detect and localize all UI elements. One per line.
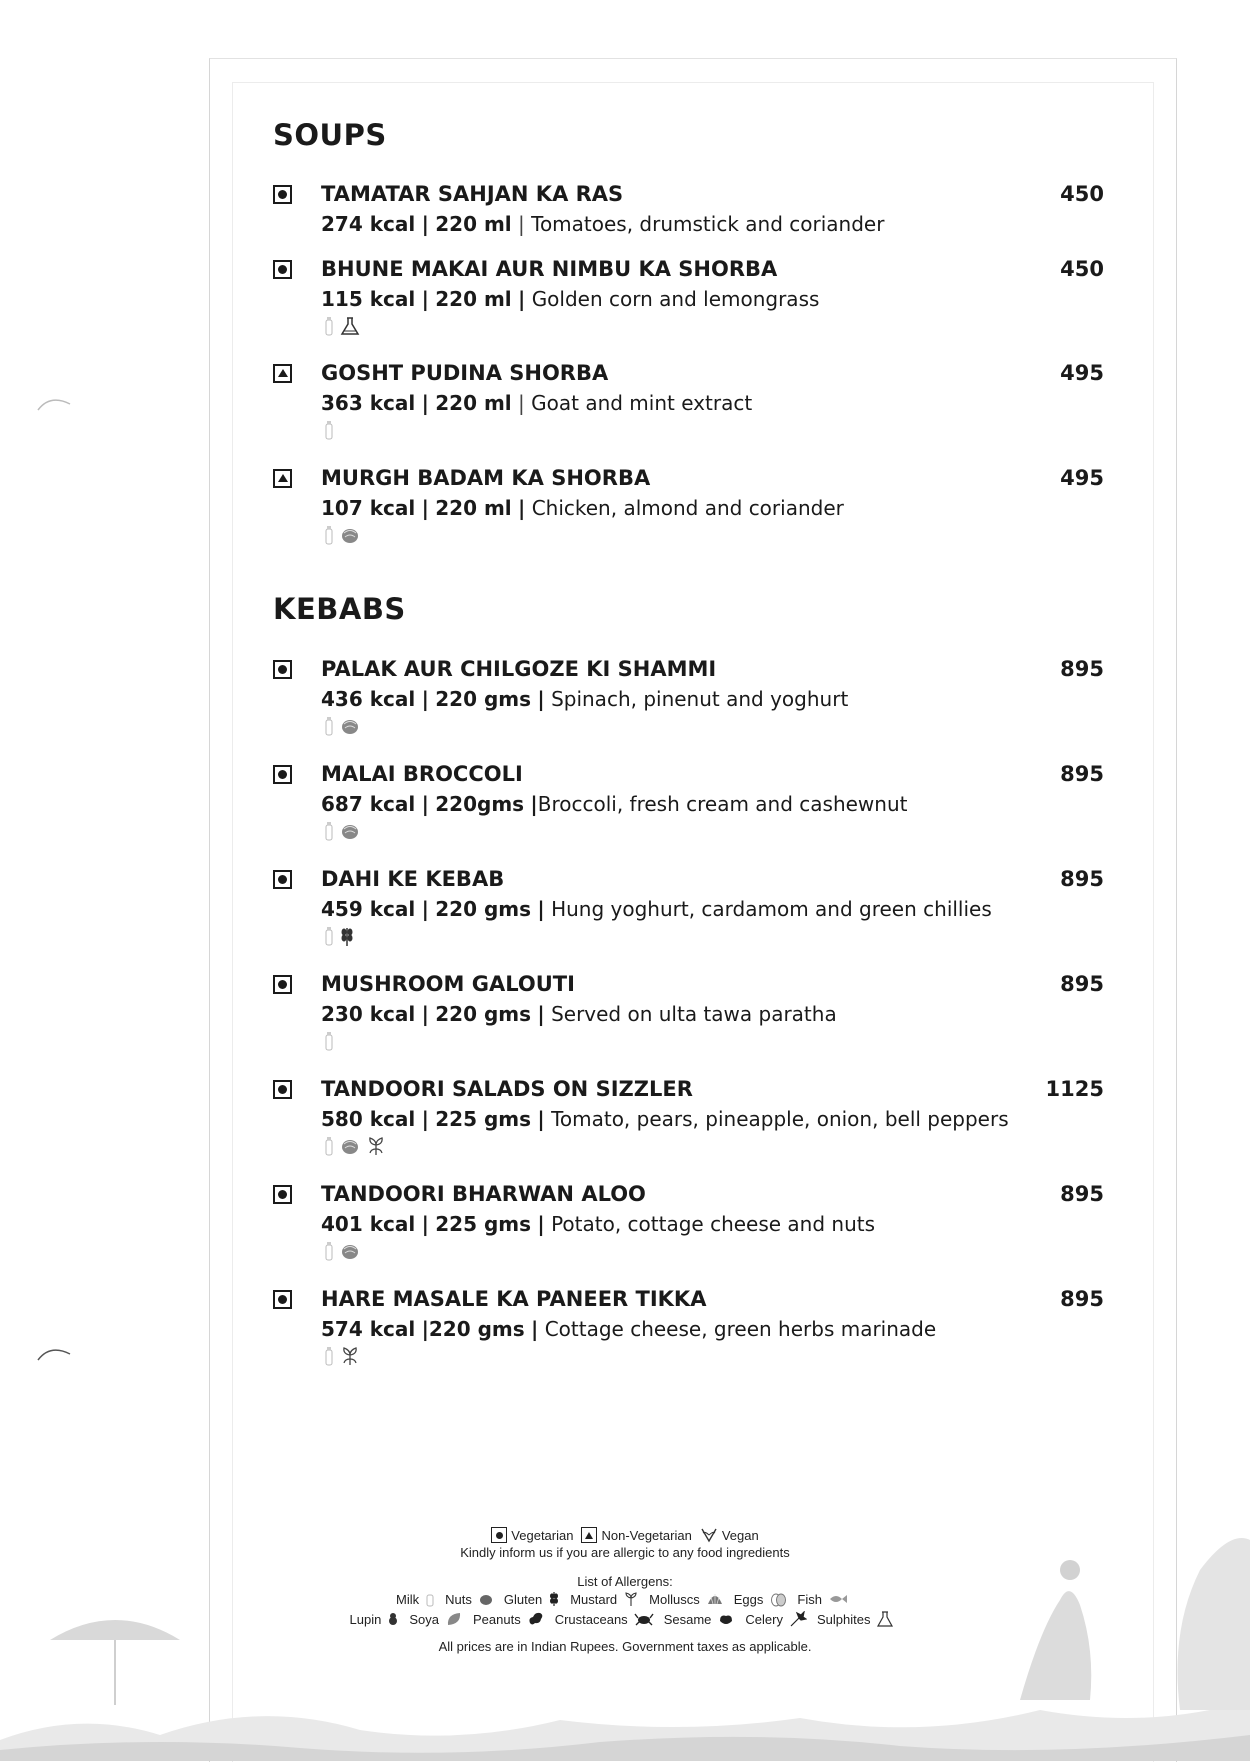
milk-icon [323,1030,335,1052]
sulphites-icon [339,315,361,337]
item-name: BHUNE MAKAI AUR NIMBU KA SHORBA [321,257,778,281]
veg-marker-icon [273,1080,292,1099]
item-quantity: 220 ml [435,212,512,236]
veg-marker-icon [273,660,292,679]
nuts-icon [339,715,361,737]
milk-icon [323,1135,335,1157]
decorative-bird-icon [36,1340,72,1364]
allergen-icons [323,524,361,546]
item-name: DAHI KE KEBAB [321,867,505,891]
sulphites-icon [876,1611,894,1627]
item-ingredients: Golden corn and lemongrass [531,287,820,311]
item-name: PALAK AUR CHILGOZE KI SHAMMI [321,657,717,681]
item-description: 401 kcal | 225 gms | Potato, cottage cheese and nuts [321,1212,876,1236]
allergen-icons [323,1030,335,1052]
mustard-icon [365,1135,387,1157]
item-ingredients: Tomatoes, drumstick and coriander [531,212,885,236]
milk-icon [323,524,335,546]
item-description: 363 kcal | 220 ml | Goat and mint extract [321,391,753,415]
item-quantity: 220 ml [435,496,512,520]
item-quantity: 220 ml [435,391,512,415]
item-quantity: 220 gms [428,1317,525,1341]
item-price: 1125 [1045,1077,1104,1101]
decorative-figures-illustration [1000,1510,1250,1710]
section-title-kebabs: KEBABS [273,592,406,626]
item-kcal: 687 kcal [321,792,416,816]
milk-icon [323,925,335,947]
allergen-label: Eggs [733,1591,764,1607]
item-price: 450 [1060,257,1104,281]
allergen-label: Crustaceans [554,1611,628,1627]
item-description: 687 kcal | 220gms |Broccoli, fresh cream and cashewnut [321,792,908,816]
allergen-label: Mustard [570,1591,618,1607]
allergen-icons [323,1135,387,1157]
veg-marker-icon [273,765,292,784]
item-quantity: 220 gms [435,897,532,921]
item-description: 274 kcal | 220 ml | Tomatoes, drumstick and coriander [321,212,885,236]
gluten-icon [548,1591,560,1607]
allergen-label: Sulphites [816,1611,871,1627]
milk-icon [323,1345,335,1367]
milk-icon [323,1240,335,1262]
item-price: 450 [1060,182,1104,206]
allergen-icons [323,419,335,441]
allergen-label: Celery [745,1611,783,1627]
allergen-icons [323,820,361,842]
soya-icon [445,1611,463,1627]
molluscs-icon [706,1591,724,1607]
item-kcal: 574 kcal [321,1317,416,1341]
non-veg-legend-icon [581,1527,597,1543]
vegan-legend-label: Vegan [721,1527,759,1543]
allergen-label: Fish [797,1591,822,1607]
item-quantity: 220gms [435,792,525,816]
peanuts-icon [527,1611,545,1627]
allergen-icons [323,315,361,337]
item-price: 895 [1060,762,1104,786]
item-name: TAMATAR SAHJAN KA RAS [321,182,624,206]
item-kcal: 459 kcal [321,897,416,921]
item-description: 436 kcal | 220 gms | Spinach, pinenut and yoghurt [321,687,849,711]
item-kcal: 107 kcal [321,496,416,520]
item-ingredients: Spinach, pinenut and yoghurt [551,687,849,711]
lupin-icon [387,1611,399,1627]
item-quantity: 220 ml [435,287,512,311]
item-description: 580 kcal | 225 gms | Tomato, pears, pineapple, onion, bell peppers [321,1107,1009,1131]
nuts-icon [339,1240,361,1262]
mustard-icon [339,1345,361,1367]
nuts-icon [478,1591,494,1607]
item-kcal: 436 kcal [321,687,416,711]
item-price: 895 [1060,657,1104,681]
allergen-label: Molluscs [649,1591,700,1607]
mustard-icon [623,1591,639,1607]
item-kcal: 230 kcal [321,1002,416,1026]
veg-marker-icon [273,185,292,204]
veg-marker-icon [273,260,292,279]
item-name: HARE MASALE KA PANEER TIKKA [321,1287,707,1311]
section-title-soups: SOUPS [273,118,387,152]
milk-icon [323,820,335,842]
veg-marker-icon [273,1185,292,1204]
item-price: 495 [1060,361,1104,385]
milk-icon [323,715,335,737]
non-veg-legend-label: Non-Vegetarian [601,1527,692,1543]
allergen-icons [323,1240,361,1262]
item-price: 895 [1060,1287,1104,1311]
item-kcal: 115 kcal [321,287,416,311]
allergen-label: Lupin [349,1611,382,1627]
allergy-note: Kindly inform us if you are allergic to any food ingredients [460,1545,790,1560]
allergen-list-title: List of Allergens: [577,1574,673,1589]
gluten-icon [339,925,355,947]
item-quantity: 225 gms [435,1212,532,1236]
nuts-icon [339,1135,361,1157]
allergen-label: Soya [409,1611,439,1627]
crustaceans-icon [634,1611,654,1627]
item-kcal: 401 kcal [321,1212,416,1236]
decorative-umbrella-illustration [40,1600,190,1710]
item-description: 107 kcal | 220 ml | Chicken, almond and coriander [321,496,844,520]
item-kcal: 580 kcal [321,1107,416,1131]
item-name: MALAI BROCCOLI [321,762,523,786]
allergen-icons [323,1345,361,1367]
item-quantity: 220 gms [435,1002,532,1026]
fish-icon [828,1591,848,1607]
item-name: MURGH BADAM KA SHORBA [321,466,651,490]
sesame-icon [717,1611,735,1627]
non-veg-marker-icon [273,364,292,383]
milk-icon [425,1591,435,1607]
item-price: 495 [1060,466,1104,490]
item-ingredients: Chicken, almond and coriander [531,496,844,520]
veg-marker-icon [273,870,292,889]
allergen-label: Peanuts [473,1611,521,1627]
prices-note: All prices are in Indian Rupees. Government taxes as applicable. [438,1639,812,1654]
veg-marker-icon [273,975,292,994]
allergen-label: Nuts [445,1591,472,1607]
decorative-bird-icon [36,390,72,414]
item-ingredients: Potato, cottage cheese and nuts [551,1212,876,1236]
vegan-legend-icon [700,1527,718,1543]
allergen-icons [323,925,355,947]
milk-icon [323,315,335,337]
milk-icon [323,419,335,441]
allergen-label: Sesame [663,1611,712,1627]
item-name: TANDOORI SALADS ON SIZZLER [321,1077,693,1101]
veg-legend-icon [491,1527,507,1543]
veg-marker-icon [273,1290,292,1309]
item-ingredients: Cottage cheese, green herbs marinade [544,1317,937,1341]
veg-legend-label: Vegetarian [511,1527,574,1543]
nuts-icon [339,820,361,842]
non-veg-marker-icon [273,469,292,488]
item-ingredients: Goat and mint extract [531,391,753,415]
item-price: 895 [1060,972,1104,996]
celery-icon [789,1611,807,1627]
allergen-label: Milk [396,1591,420,1607]
item-name: MUSHROOM GALOUTI [321,972,575,996]
item-description: 115 kcal | 220 ml | Golden corn and lemongrass [321,287,820,311]
allergen-icons [323,715,361,737]
item-quantity: 225 gms [435,1107,532,1131]
item-ingredients: Tomato, pears, pineapple, onion, bell peppers [551,1107,1009,1131]
item-description: 230 kcal | 220 gms | Served on ulta tawa paratha [321,1002,837,1026]
item-kcal: 363 kcal [321,391,416,415]
item-name: GOSHT PUDINA SHORBA [321,361,609,385]
item-ingredients: Broccoli, fresh cream and cashewnut [537,792,908,816]
item-quantity: 220 gms [435,687,532,711]
item-ingredients: Served on ulta tawa paratha [551,1002,837,1026]
item-description: 574 kcal |220 gms | Cottage cheese, green herbs marinade [321,1317,937,1341]
allergen-label: Gluten [503,1591,543,1607]
item-description: 459 kcal | 220 gms | Hung yoghurt, cardamom and green chillies [321,897,992,921]
item-ingredients: Hung yoghurt, cardamom and green chillies [551,897,992,921]
nuts-icon [339,524,361,546]
item-price: 895 [1060,867,1104,891]
item-price: 895 [1060,1182,1104,1206]
item-name: TANDOORI BHARWAN ALOO [321,1182,646,1206]
item-kcal: 274 kcal [321,212,416,236]
eggs-icon [769,1591,787,1607]
